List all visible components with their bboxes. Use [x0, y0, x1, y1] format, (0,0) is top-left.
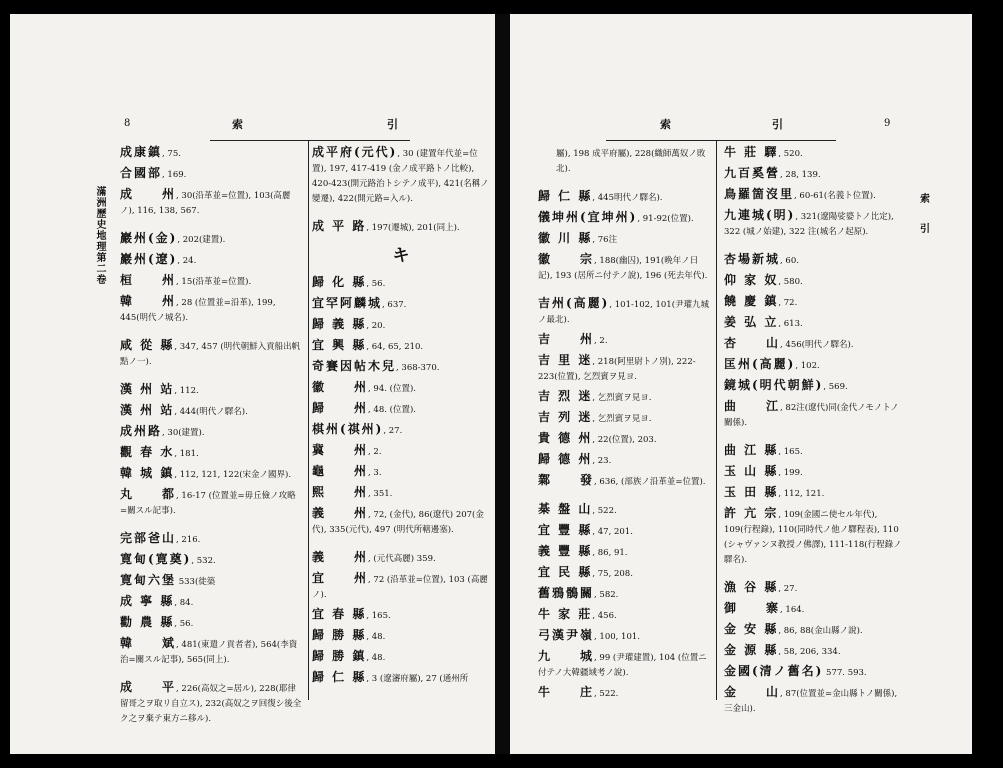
entry-term: 義 豐 縣: [538, 544, 593, 558]
entry-term: 玉 田 縣: [724, 485, 779, 499]
index-entry: [120, 446, 302, 461]
entry-references: , 86, 91.: [592, 548, 628, 558]
entry-references: , 72.: [778, 298, 798, 308]
entry-term: 巖州(金): [120, 231, 178, 245]
entry-term: 宜 州: [312, 571, 369, 585]
index-entry: [724, 581, 904, 596]
side-mark: 索: [920, 194, 930, 205]
page-number: 8: [124, 118, 131, 129]
index-entry: [120, 188, 302, 218]
entry-term: 奇賽因帖木兒: [312, 359, 397, 373]
index-entry: [120, 488, 302, 518]
index-entry: [724, 146, 904, 161]
entry-term: 儀坤州(宜坤州): [538, 210, 638, 224]
index-entry: [538, 146, 712, 176]
index-entry: [538, 545, 712, 560]
index-entry: [538, 650, 712, 680]
entry-references: , 56.: [174, 619, 194, 629]
entry-references: , 112, 121.: [778, 489, 825, 499]
entry-references: , 60-61(名義ト位置).: [794, 191, 876, 201]
index-entry: [724, 507, 904, 567]
entry-references: , 226(高奴之=居ル), 228(耶律留哥之ヲ取リ自立ス), 232(高奴之ヲ回復シ後全ク之ヲ棄テ東方ニ移ル).: [120, 684, 302, 724]
entry-references: , 580.: [778, 277, 803, 287]
entry-term: 饒 慶 鎮: [724, 294, 779, 308]
entry-references: , 188(幽囚), 191(晩年ノ日記), 193 (居所ニ付テノ說), 196 (死去年代).: [538, 256, 708, 281]
entry-references: , 20.: [366, 321, 386, 331]
entry-term: 宜罕阿麟城: [312, 296, 383, 310]
section-heading: キ: [392, 246, 410, 266]
entry-references: , 16-17 (位置並=毋丘儉ノ攻略=關スル記事).: [120, 491, 296, 516]
entry-references: , 22(位置), 203.: [592, 435, 657, 445]
entry-term: 匡州(高麗): [724, 357, 796, 371]
entry-term: 完部爸山: [120, 531, 177, 545]
index-entry: [724, 686, 904, 716]
index-entry: [538, 686, 712, 701]
entry-term: 玉 山 縣: [724, 464, 779, 478]
index-entry: [120, 467, 302, 482]
entry-references: , 351.: [368, 489, 393, 499]
entry-references: , 82注(遼代)同(金代ノモノトノ關係).: [724, 403, 899, 428]
index-column-2: [312, 146, 490, 692]
index-entry: [724, 316, 904, 331]
header-char-right: 引: [387, 118, 399, 131]
entry-references: , 197(遷城), 201(同上).: [366, 223, 460, 233]
entry-references: , 86, 88(金山縣ノ說).: [778, 626, 863, 636]
entry-term: 熙 州: [312, 485, 369, 499]
entry-term: 韓 州: [120, 294, 177, 308]
entry-term: 龜 州: [312, 464, 369, 478]
entry-term: 九百奚營: [724, 166, 781, 180]
entry-term: 歸 德 州: [538, 452, 593, 466]
entry-term: 許 亢 宗: [724, 506, 779, 520]
entry-term: 巖州(遼): [120, 252, 178, 266]
index-entry: [538, 566, 712, 581]
entry-references: , 2.: [368, 447, 382, 457]
index-entry: [120, 339, 302, 369]
index-entry: [120, 232, 302, 247]
index-entry: [120, 595, 302, 610]
entry-term: 杏 山: [724, 336, 781, 350]
entry-term: 成 州: [120, 187, 177, 201]
entry-references: , 532.: [191, 556, 216, 566]
entry-term: 金 山: [724, 685, 781, 699]
entry-term: 成 寧 縣: [120, 594, 175, 608]
index-entry: [312, 381, 490, 396]
entry-term: 鏡城(明代朝鮮): [724, 378, 824, 392]
entry-term: 徽 川 縣: [538, 231, 593, 245]
entry-references: , 347, 457 (明代朝鮮入貢船出帆點ノ一).: [120, 342, 301, 367]
header-rule: [210, 140, 410, 141]
entry-term: 牛 庄: [538, 685, 595, 699]
entry-term: 勸 農 縣: [120, 615, 175, 629]
entry-references: , 2.: [594, 336, 608, 346]
index-entry: [120, 532, 302, 547]
index-entry: [538, 411, 712, 426]
entry-references: , 60.: [780, 256, 799, 266]
entry-references: , 165.: [366, 611, 391, 621]
index-entry: [724, 274, 904, 289]
entry-references: , 456(明代ノ驛名).: [780, 340, 854, 350]
entry-references: 577. 593.: [823, 668, 867, 678]
index-entry: [312, 465, 490, 480]
index-entry: [724, 665, 904, 680]
index-column-1: [538, 146, 712, 707]
entry-term: 吉 里 迷: [538, 353, 593, 367]
entry-term: 韓 城 鎮: [120, 466, 175, 480]
index-entry: [120, 553, 302, 568]
entry-term: 成康鎮: [120, 145, 163, 159]
entry-term: 曲 江: [724, 399, 781, 413]
index-entry: [724, 602, 904, 617]
entry-term: 冀 州: [312, 443, 369, 457]
entry-references: , 64, 65, 210.: [366, 342, 424, 352]
index-entry: [724, 444, 904, 459]
entry-references: , 101-102, 101(尹瓘九城ノ最北).: [538, 300, 710, 325]
entry-references: , 102.: [795, 361, 820, 371]
entry-term: 成平府(元代): [312, 145, 398, 159]
entry-references: , 15(沿革並=位置).: [176, 277, 252, 287]
index-entry: [724, 465, 904, 480]
entry-term: 歸 化 縣: [312, 275, 367, 289]
index-entry: [724, 167, 904, 182]
index-entry: [120, 274, 302, 289]
index-entry: [724, 644, 904, 659]
entry-term: 弓漢尹嶺: [538, 628, 595, 642]
entry-term: 宜 興 縣: [312, 338, 367, 352]
entry-references: , 520.: [778, 149, 803, 159]
entry-term: 九連城(明): [724, 208, 796, 222]
index-entry: [120, 253, 302, 268]
left-page: [10, 14, 495, 754]
index-entry: [724, 209, 904, 239]
index-column-2: [724, 146, 904, 722]
entry-references: , 72, (金代), 86(遼代) 207(金代), 335(元代), 497 (明代所轄邊塞).: [312, 510, 484, 535]
index-entry: [538, 524, 712, 539]
entry-term: 歸 義 縣: [312, 317, 367, 331]
entry-term: 徽 州: [312, 380, 369, 394]
entry-references: , 24.: [177, 256, 197, 266]
entry-term: 宜 民 縣: [538, 565, 593, 579]
entry-references: , 乞烈賓ヲ見ヨ.: [592, 414, 652, 424]
index-entry: [312, 339, 490, 354]
index-entry: [538, 333, 712, 348]
entry-term: 宜 豐 縣: [538, 523, 593, 537]
index-entry: [312, 276, 490, 291]
index-entry: [312, 572, 490, 602]
entry-term: 舊鴉鶻關: [538, 586, 595, 600]
entry-term: 九 城: [538, 649, 595, 663]
entry-references: , 181.: [174, 449, 199, 459]
entry-references: , 445明代ノ驛名).: [592, 193, 663, 203]
index-entry: [538, 354, 712, 384]
entry-term: 金 安 縣: [724, 622, 779, 636]
index-entry: [538, 587, 712, 602]
entry-term: 觀 春 水: [120, 445, 175, 459]
entry-references: , 48. (位置).: [368, 405, 416, 415]
index-entry: [724, 253, 904, 268]
entry-references: , 169.: [162, 170, 187, 180]
entry-references: , 58, 206, 334.: [778, 647, 841, 657]
index-entry: [538, 390, 712, 405]
entry-references: 533(徙築: [176, 577, 216, 587]
index-entry: [312, 423, 490, 438]
entry-references: , 202(建置).: [177, 235, 226, 245]
entry-references: , 637.: [382, 300, 407, 310]
entry-references: , 75.: [162, 149, 181, 159]
header-rule: [606, 140, 836, 141]
entry-references: , 3.: [368, 468, 382, 478]
right-page: [510, 14, 972, 754]
entry-term: 桓 州: [120, 273, 177, 287]
entry-references: , 582.: [594, 590, 619, 600]
index-entry: [312, 318, 490, 333]
entry-references: , 164.: [780, 605, 805, 615]
index-entry: [724, 623, 904, 638]
entry-references: 屬), 198 成平府屬), 228(織師萬奴ノ敗北).: [556, 149, 706, 174]
book-gutter: [495, 14, 510, 754]
entry-term: 漢 州 站: [120, 403, 175, 417]
index-entry: [312, 146, 490, 206]
index-entry: [724, 295, 904, 310]
entry-term: 棊 盤 山: [538, 502, 593, 516]
entry-term: 棋州(祺州): [312, 422, 384, 436]
entry-term: 歸 仁 縣: [538, 189, 593, 203]
index-entry: [120, 637, 302, 667]
entry-term: 吉 烈 迷: [538, 389, 593, 403]
index-entry: [312, 297, 490, 312]
index-entry: [120, 425, 302, 440]
entry-references: , 165.: [778, 447, 803, 457]
header-char-right: 引: [772, 118, 784, 131]
entry-references: , 321(遼陽娑婆トノ比定), 322 (城ノ始建), 322 注(城名ノ起原).: [724, 212, 894, 237]
entry-references: , 84.: [174, 598, 194, 608]
index-entry: [312, 507, 490, 537]
entry-term: 貴 德 州: [538, 431, 593, 445]
index-entry: [538, 629, 712, 644]
entry-term: 牛 家 莊: [538, 607, 593, 621]
entry-term: 鄴 發: [538, 473, 595, 487]
entry-references: , 91-92(位置).: [637, 214, 694, 224]
entry-term: 吉 州: [538, 332, 595, 346]
entry-references: , 28 (位置並=沿革), 199, 445(明代ノ城名).: [120, 298, 276, 323]
entry-references: , 456.: [592, 611, 617, 621]
header-char-left: 索: [660, 118, 672, 131]
entry-references: , 47, 201.: [592, 527, 633, 537]
entry-term: 成州路: [120, 424, 163, 438]
entry-term: 漢 州 站: [120, 382, 175, 396]
entry-references: , 112, 121, 122(宋金ノ國界).: [174, 470, 292, 480]
index-entry: [724, 486, 904, 501]
index-entry: [312, 671, 490, 686]
entry-references: , 368-370.: [396, 363, 440, 373]
entry-references: , 99 (尹瓘建置), 104 (位置ニ付テノ大韓疆域考ノ說).: [538, 653, 707, 678]
entry-term: 歸 勝 鎮: [312, 649, 367, 663]
index-entry: [120, 295, 302, 325]
entry-references: , 216.: [176, 535, 201, 545]
index-entry: [724, 337, 904, 352]
entry-references: , 100, 101.: [594, 632, 640, 642]
entry-term: 成 平 路: [312, 219, 367, 233]
entry-references: , (元代高麗) 359.: [368, 554, 436, 564]
index-entry: [312, 551, 490, 566]
entry-term: 韓 斌: [120, 636, 177, 650]
index-entry: [120, 146, 302, 161]
index-entry: [538, 474, 712, 489]
entry-references: , 636, (部族ノ沿革並=位置).: [594, 477, 706, 487]
entry-term: 鳥羅箇沒里: [724, 187, 795, 201]
entry-term: 金國(清ノ舊名): [724, 664, 824, 678]
entry-term: 姜 弘 立: [724, 315, 779, 329]
entry-references: , 3 (遼瀋府屬), 27 (通州所: [366, 674, 469, 684]
entry-term: 義 州: [312, 550, 369, 564]
index-entry: [120, 404, 302, 419]
entry-references: , 27.: [383, 426, 403, 436]
index-entry: [538, 297, 712, 327]
side-title: 滿洲歷史地理第二卷: [94, 186, 105, 285]
entry-term: 曲 江 縣: [724, 443, 779, 457]
entry-references: , 444(明代ノ驛名).: [174, 407, 248, 417]
index-entry: [312, 650, 490, 665]
entry-term: 寛甸(寛奠): [120, 552, 192, 566]
entry-term: 成 平: [120, 680, 177, 694]
entry-references: , 522.: [592, 506, 617, 516]
entry-term: 歸 仁 縣: [312, 670, 367, 684]
index-entry: [120, 574, 302, 589]
entry-references: , 乞烈賓ヲ見ヨ.: [592, 393, 652, 403]
index-entry: [538, 453, 712, 468]
index-entry: [120, 681, 302, 726]
entry-references: , 30(沿革並=位置), 103(高麗ノ), 116, 138, 567.: [120, 191, 291, 216]
entry-references: , 72 (沿革並=位置), 103 (高麗ノ).: [312, 575, 488, 600]
entry-references: , 218(阿里尉トノ別), 222-223(位置), 乞烈賓ヲ見ヨ.: [538, 357, 696, 382]
entry-references: , 569.: [823, 382, 848, 392]
index-entry: [724, 358, 904, 373]
index-entry: [538, 432, 712, 447]
entry-term: 杏場新城: [724, 252, 781, 266]
index-entry: [538, 503, 712, 518]
entry-term: 金 源 縣: [724, 643, 779, 657]
entry-references: , 112.: [174, 386, 199, 396]
entry-term: 咸 從 縣: [120, 338, 175, 352]
entry-term: 合國部: [120, 166, 163, 180]
entry-references: , 522.: [594, 689, 619, 699]
index-entry: [724, 400, 904, 430]
index-entry: [312, 486, 490, 501]
entry-references: , 87(位置並=金山縣トノ關係), 三金山).: [724, 689, 898, 714]
header-char-left: 索: [232, 118, 244, 131]
entry-references: , 48.: [366, 653, 386, 663]
entry-term: 歸 勝 縣: [312, 628, 367, 642]
entry-term: 徽 宗: [538, 252, 595, 266]
page-number: 9: [884, 118, 891, 129]
entry-references: , 199.: [778, 468, 803, 478]
index-entry: [724, 188, 904, 203]
index-entry: [538, 253, 712, 283]
entry-references: , 28, 139.: [780, 170, 821, 180]
entry-references: , 94. (位置).: [368, 384, 416, 394]
entry-references: , 30(建置).: [162, 428, 205, 438]
entry-references: , 109(金國ニ使セル年代), 109(行程錄), 110(同時代ノ他ノ驛程表), 110 (シャヴァンヌ教授ノ佛譯), 111-118(行程錄ノ驛名).: [724, 510, 902, 565]
index-entry: [312, 629, 490, 644]
index-entry: [120, 616, 302, 631]
entry-term: 漁 谷 縣: [724, 580, 779, 594]
index-entry: [538, 608, 712, 623]
column-divider: [716, 140, 717, 700]
index-entry: [120, 167, 302, 182]
entry-references: , 75, 208.: [592, 569, 633, 579]
entry-term: 牛 莊 驛: [724, 145, 779, 159]
index-entry: [312, 608, 490, 623]
entry-term: 寛甸六堡: [120, 573, 177, 587]
entry-references: , 27.: [778, 584, 798, 594]
index-entry: [724, 379, 904, 394]
index-entry: [312, 220, 490, 235]
entry-references: , 481(東遣ノ貢者者), 564(李資治=關スル記事), 565(同上).: [120, 640, 298, 665]
entry-term: 義 州: [312, 506, 369, 520]
index-entry: [312, 444, 490, 459]
entry-references: , 23.: [592, 456, 612, 466]
index-column-1: [120, 146, 302, 732]
side-mark: 引: [920, 224, 930, 235]
entry-term: 歸 州: [312, 401, 369, 415]
index-entry: [312, 402, 490, 417]
entry-term: 仰 家 奴: [724, 273, 779, 287]
entry-references: , 613.: [778, 319, 803, 329]
index-entry: [312, 360, 490, 375]
entry-term: 宜 春 縣: [312, 607, 367, 621]
entry-references: , 30 (建置年代並=位置), 197, 417-419 (金ノ成平路トノ比較), 420-423(開元路治トシテノ成平), 421(名稱ノ變遷), 422(開元路=入ル).: [312, 149, 489, 204]
index-entry: [538, 232, 712, 247]
entry-term: 御 寨: [724, 601, 781, 615]
entry-references: , 48.: [366, 632, 386, 642]
entry-term: 吉州(高麗): [538, 296, 610, 310]
entry-term: 丸 都: [120, 487, 177, 501]
index-entry: [120, 383, 302, 398]
entry-term: 吉 列 迷: [538, 410, 593, 424]
entry-references: , 56.: [366, 279, 386, 289]
column-divider: [308, 140, 309, 700]
index-entry: [538, 190, 712, 205]
entry-references: , 76注: [592, 235, 618, 245]
index-entry: [538, 211, 712, 226]
